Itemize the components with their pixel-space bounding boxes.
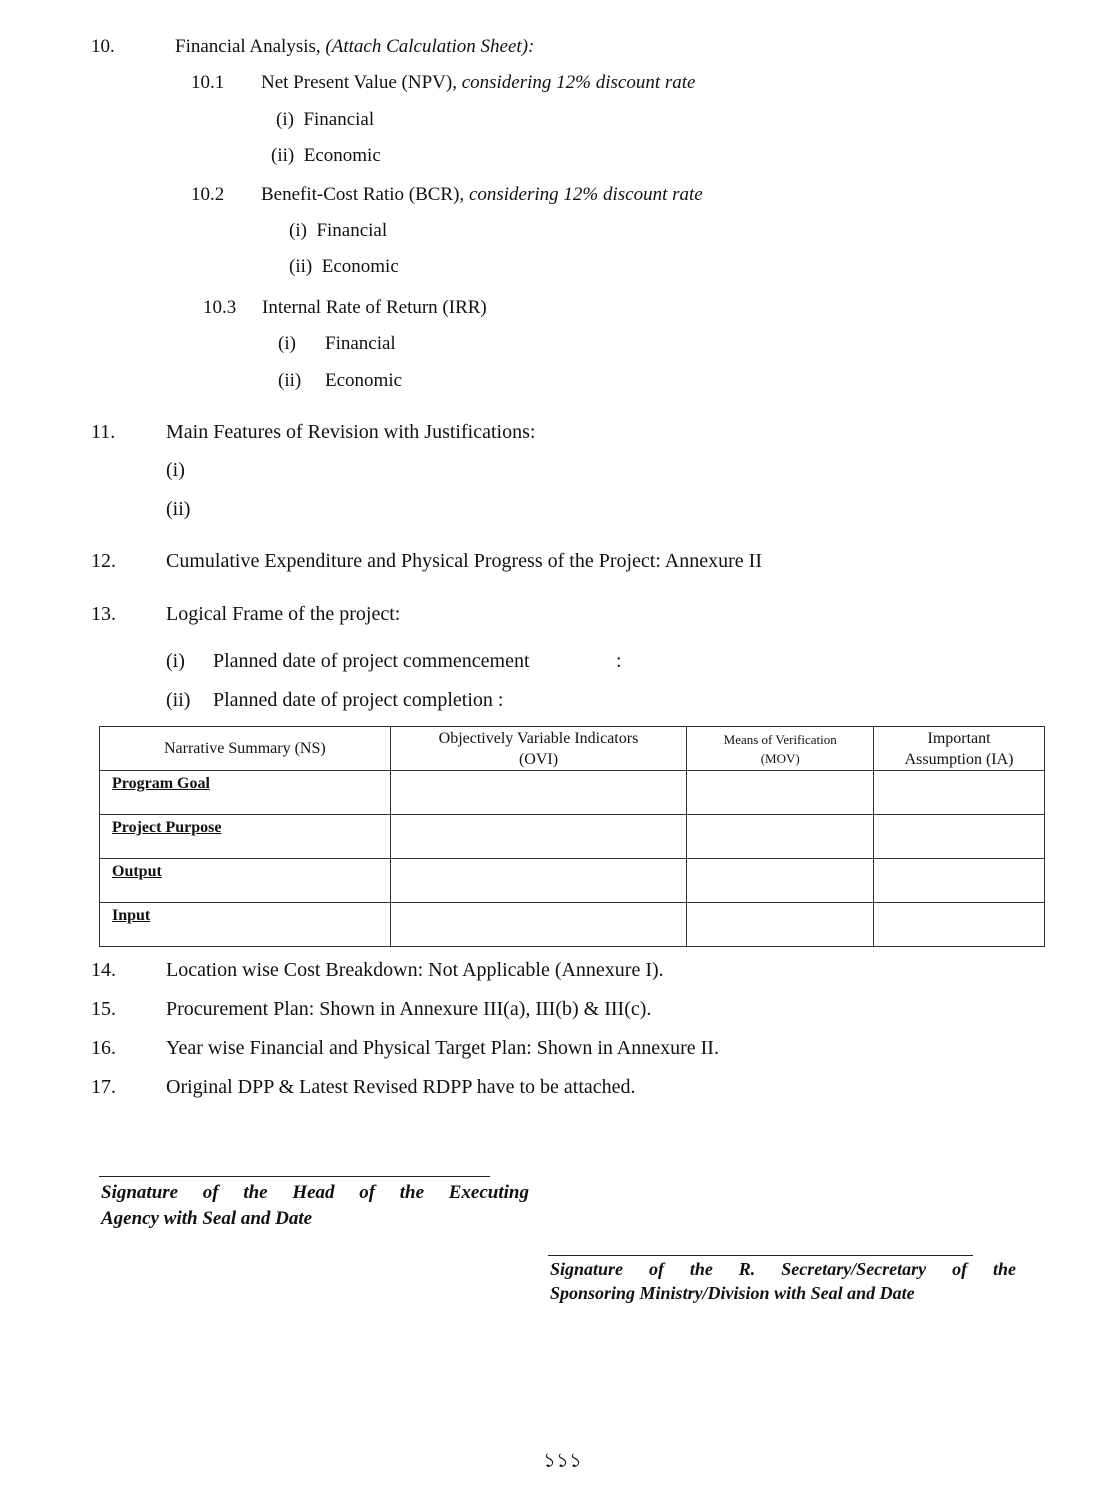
section-10-title (175, 36, 534, 58)
irr-item-economic-number: (ii) (278, 370, 302, 391)
section-13-title: Logical Frame of the project: (166, 603, 401, 625)
subsection-10-3-title: Internal Rate of Return (IRR) (262, 297, 487, 318)
section-11-item-1: (i) (166, 459, 185, 481)
section-10-title-text: Financial Analysis, (175, 36, 321, 57)
cell-ovi (390, 903, 687, 947)
section-14-text: Location wise Cost Breakdown: Not Applicable (Annexure I). (166, 959, 664, 981)
signature-line-executing-agency (99, 1176, 490, 1177)
commencement-separator: : (616, 650, 622, 672)
page-number: ১১১ (543, 1450, 582, 1472)
header-text: Important (927, 729, 991, 747)
cell-ia (874, 771, 1045, 815)
section-10-title-note: (Attach Calculation Sheet): (325, 36, 535, 57)
cell-ovi (390, 771, 687, 815)
subsection-10-1-number: 10.1 (191, 72, 225, 93)
cell-ovi (390, 815, 687, 859)
cell-mov (687, 859, 874, 903)
cell-ia (874, 815, 1045, 859)
header-text: Means of Verification (723, 731, 837, 747)
header-text: Objectively Variable Indicators (438, 729, 639, 747)
signature-secretary (550, 1257, 1016, 1305)
completion-number: (ii) (166, 689, 191, 711)
cell-ia (874, 903, 1045, 947)
table-row-input (100, 903, 1045, 947)
table-row-program-goal (100, 771, 1045, 815)
npv-item-economic (271, 145, 381, 167)
irr-item-financial-number: (i) (278, 333, 296, 354)
section-17-number: 17. (91, 1076, 116, 1098)
section-16-text: Year wise Financial and Physical Target Plan: Shown in Annexure II. (166, 1037, 719, 1059)
section-12-number: 12. (91, 550, 116, 572)
header-mov (687, 727, 874, 771)
cell-mov (687, 903, 874, 947)
completion-label: Planned date of project completion : (213, 689, 504, 711)
logical-frame-table (99, 726, 1045, 947)
header-text: (OVI) (518, 750, 559, 768)
row-label: Program Goal (112, 775, 210, 792)
section-17-text: Original DPP & Latest Revised RDPP have to be attached. (166, 1076, 636, 1098)
section-14-number: 14. (91, 959, 116, 981)
subsection-10-1-title-text: Net Present Value (NPV), (261, 72, 457, 93)
section-10-number: 10. (91, 36, 115, 57)
signature-left-line1: Signature of the Head of the Executing (101, 1182, 529, 1203)
section-15-text: Procurement Plan: Shown in Annexure III(a), III(b) & III(c). (166, 998, 652, 1020)
item-number: (i) (289, 220, 307, 241)
section-15-number: 15. (91, 998, 116, 1020)
section-12-title: Cumulative Expenditure and Physical Progress of the Project: Annexure II (166, 550, 762, 572)
item-label: Economic (321, 256, 399, 277)
signature-line-secretary (548, 1255, 973, 1256)
header-narrative-summary (100, 727, 391, 771)
item-number: (i) (276, 109, 294, 130)
bcr-item-financial (289, 220, 387, 242)
irr-item-financial-label: Financial (325, 333, 396, 354)
header-text: Narrative Summary (NS) (163, 739, 326, 757)
cell-mov (687, 815, 874, 859)
header-text: Assumption (IA) (904, 750, 1014, 768)
section-11-number: 11. (91, 421, 116, 443)
signature-left-line2: Agency with Seal and Date (101, 1208, 313, 1229)
cell-ia (874, 859, 1045, 903)
signature-right-line1: Signature of the R. Secretary/Secretary of the (550, 1259, 1016, 1279)
section-13-number: 13. (91, 603, 116, 625)
subsection-10-1-title (261, 72, 695, 94)
subsection-10-2-number: 10.2 (191, 184, 225, 205)
item-number: (ii) (289, 256, 313, 277)
subsection-10-1-note: considering 12% discount rate (461, 72, 696, 93)
subsection-10-2-title-text: Benefit-Cost Ratio (BCR), (261, 184, 465, 205)
commencement-label: Planned date of project commencement (213, 650, 530, 672)
table-row-output (100, 859, 1045, 903)
table-header-row (100, 727, 1045, 771)
subsection-10-2-title (261, 184, 703, 206)
section-11-item-2: (ii) (166, 498, 191, 520)
signature-right-line2: Sponsoring Ministry/Division with Seal and Date (550, 1283, 915, 1303)
npv-item-financial (276, 109, 374, 131)
commencement-number: (i) (166, 650, 185, 672)
section-11-title: Main Features of Revision with Justifications: (166, 421, 536, 443)
cell-ovi (390, 859, 687, 903)
irr-item-economic-label: Economic (325, 370, 403, 391)
item-number: (ii) (271, 145, 295, 166)
cell-mov (687, 771, 874, 815)
header-ovi (390, 727, 687, 771)
item-label: Financial (303, 109, 375, 130)
header-text: (MOV) (760, 750, 800, 766)
header-important-assumption (874, 727, 1045, 771)
item-label: Financial (316, 220, 388, 241)
section-16-number: 16. (91, 1037, 116, 1059)
subsection-10-2-note: considering 12% discount rate (468, 184, 703, 205)
bcr-item-economic (289, 256, 399, 278)
subsection-10-3-number: 10.3 (203, 297, 237, 318)
row-label: Project Purpose (112, 819, 222, 836)
table-row-project-purpose (100, 815, 1045, 859)
item-label: Economic (303, 145, 381, 166)
signature-executing-agency (101, 1180, 529, 1232)
row-label: Input (112, 907, 151, 924)
row-label: Output (112, 863, 162, 880)
